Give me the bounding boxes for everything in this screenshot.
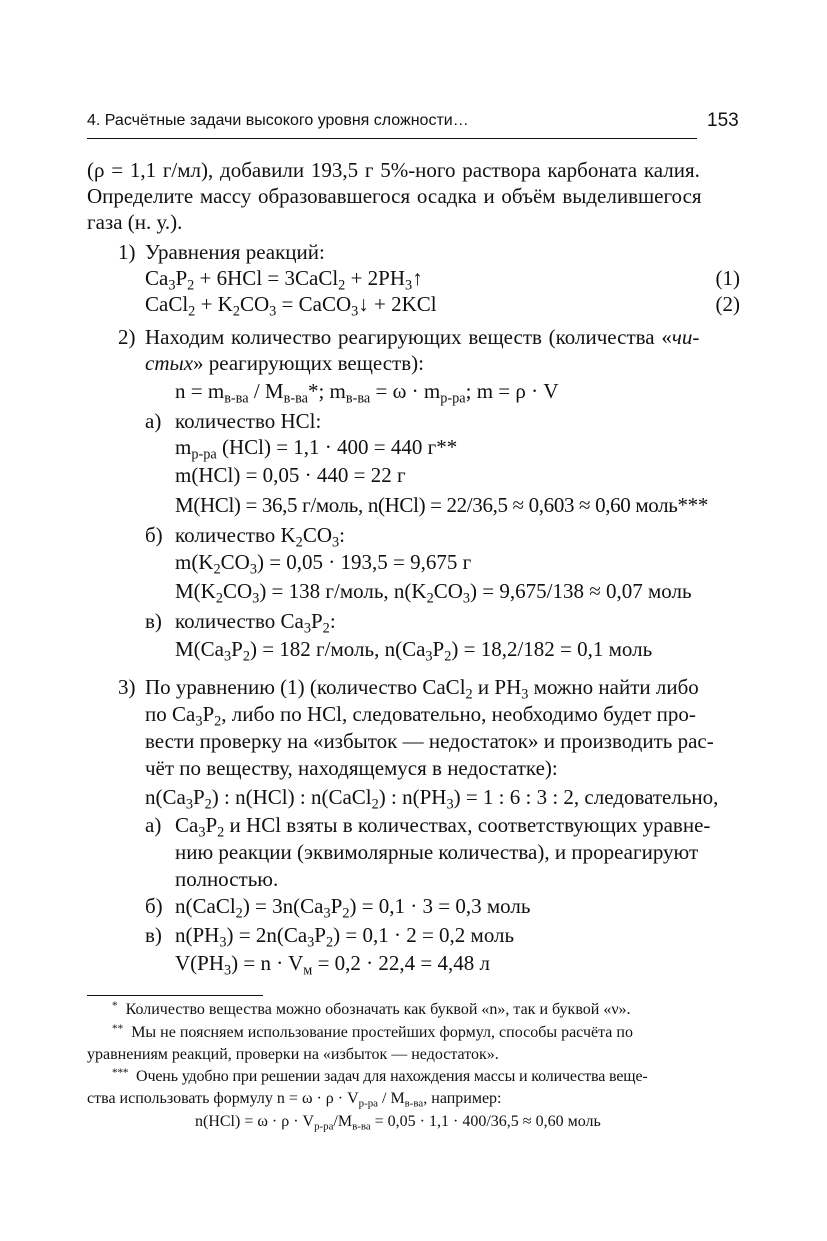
step-2b-title: количество $K_2CO_3$: — [175, 523, 345, 551]
step-2a-line-1: $m_{р-ра}$ (HCl) = 1,1 · 400 = 440 г** — [175, 435, 458, 463]
step-3v-label: в) — [145, 923, 162, 947]
footnote-rule — [87, 995, 263, 996]
step-2-line-1: Находим количество реагирующих веществ (количества «чи- — [145, 325, 700, 349]
intro-line-2: Определите массу образовавшегося осадка и объём выделившегося — [87, 184, 702, 208]
footnote-2-line-2: уравнениям реакций, проверки на «избыток — недостаток». — [87, 1046, 499, 1063]
step-3b-line: n(CaCl$_2$) = $3n(Ca_3P_2) = 0,1 \cdot 3 = 0,3$ моль — [175, 894, 531, 922]
step-3-line-2: по $Ca_3P_2$, либо по HCl, следовательно, необходимо будет про- — [145, 702, 696, 730]
equation-2-number: (2) — [715, 292, 740, 316]
step-3a-line-1: $Ca_3P_2$ и HCl взяты в количествах, соответствующих уравне- — [175, 813, 711, 841]
equation-1-number: (1) — [715, 266, 740, 290]
intro-line-3: газа (н. у.). — [87, 210, 183, 234]
general-formula: $n = m_{в-ва} / M_{в-ва}*$; $m_{в-ва} = \omega \cdot m_{р-ра}$; m = ρ · V — [175, 379, 559, 407]
step-2v-label: в) — [145, 609, 162, 633]
step-1-title: Уравнения реакций: — [145, 240, 325, 264]
step-3a-line-3: полностью. — [175, 867, 279, 891]
step-2-line-2: стых» реагирующих веществ): — [145, 351, 424, 375]
step-3-line-1: По уравнению (1) (количество CaCl$_2$ и $PH_3$ можно найти либо — [145, 675, 699, 703]
page-number: 153 — [707, 110, 739, 131]
step-2b-line-1: $m(K_2CO_3) = 0,05 \cdot 193,5 = 9,675$ г — [175, 550, 472, 578]
step-2a-title: количество HCl: — [175, 409, 322, 433]
step-3-ratio: $n(Ca_3P_2)$ : n(HCl) : n(CaCl$_2$) : $n(PH_3) = 1$ : 6 : 3 : 2, следовательно, — [145, 785, 719, 813]
running-title: 4. Расчётные задачи высокого уровня сложности… — [87, 112, 469, 129]
step-3a-label: а) — [145, 813, 162, 837]
header-rule — [87, 138, 697, 139]
step-3-line-4: чёт по веществу, находящемуся в недостатке): — [145, 756, 558, 780]
footnote-2-line-1: ** Мы не поясняем использование простейших формул, способы расчёта по — [112, 1022, 633, 1041]
intro-line-1: (ρ = 1,1 г/мл), добавили 193,5 г 5%-ного раствора карбоната калия. — [87, 158, 700, 182]
step-2a-line-3: M(HCl) = 36,5 г/моль, n(HCl) = 22/36,5 ≈ 0,603 ≈ 0,60 моль*** — [175, 493, 708, 517]
step-3a-line-2: нию реакции (эквимолярные количества), и прореагируют — [175, 840, 699, 864]
equation-1: $Ca_3P_2 + 6HCl$ = 3CaCl$_2$ + $2PH_3↑$ — [145, 266, 423, 294]
step-2v-line-1: $M(Ca_3P_2) = 182$ г/моль, $n(Ca_3P_2) = 18,2/182 = 0,1$ моль — [175, 637, 653, 665]
step-2a-label: а) — [145, 409, 162, 433]
footnote-3-line-1: *** Очень удобно при решении задач для нахождения массы и количества веще- — [112, 1066, 648, 1085]
step-2a-line-2: m(HCl) = 0,05 · 440 = 22 г — [175, 463, 406, 487]
step-3b-label: б) — [145, 894, 163, 918]
step-2b-label: б) — [145, 523, 163, 547]
step-3v-line-1: $n(PH_3) = 2n(Ca_3P_2) = 0,1 \cdot 2 = 0,2$ моль — [175, 923, 515, 951]
equation-2: CaCl$_2$ + $K_2CO_3$ = CaCO$_3$↓ + 2KCl — [145, 292, 437, 320]
step-2b-line-2: $M(K_2CO_3) = 138$ г/моль, $n(K_2CO_3) = 9,675/138 \approx 0,07$ моль — [175, 579, 692, 607]
step-3v-line-2: $V(PH_3) = n \cdot V_м = 0,2 \cdot 22,4 = 4,48$ л — [175, 951, 490, 979]
footnote-3-line-2: ства использовать формулу $n = \omega \cdot \rho \cdot V_{р-ра} / M_{в-ва}$, например: — [87, 1090, 502, 1110]
step-3-line-3: вести проверку на «избыток — недостаток» и производить рас- — [145, 729, 714, 753]
footnote-3-example: $n(HCl) = \omega \cdot \rho \cdot V_{р-ра}/M_{в-ва} = 0,05 \cdot 1,1 \cdot 400/36,5 \approx 0,60$ моль — [195, 1113, 601, 1133]
step-2-number: 2) — [118, 325, 136, 349]
step-2v-title: количество $Ca_3P_2$: — [175, 609, 336, 637]
step-3-number: 3) — [118, 675, 136, 699]
footnote-1: * Количество вещества можно обозначать как буквой «n», так и буквой «ν». — [112, 999, 631, 1018]
step-1-number: 1) — [118, 240, 136, 264]
